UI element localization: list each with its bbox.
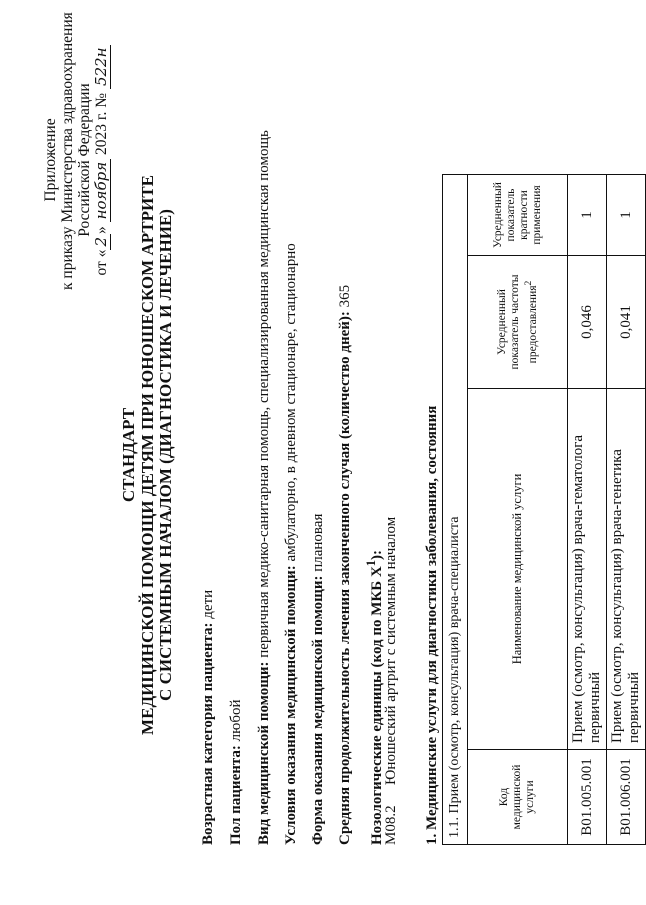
table-header-row [468,175,568,845]
age-value: дети [200,589,216,623]
icd-name: Юношеский артрит с системным началом [383,516,399,785]
nosology-label: Нозологические единицы (код по МКБ X [369,566,385,845]
care-conditions [283,243,300,845]
header-code: Код медицинской услуги [468,750,568,845]
table-row [607,175,646,845]
age-category [200,590,217,845]
frequency-footnote: 2 [522,280,534,286]
treatment-duration [337,285,354,845]
row-name: Прием (осмотр, консультация) врача-гематолога первичный [568,389,607,750]
header-frequency: Усредненный показатель частоты предоставления$^2$ [468,256,568,389]
type-value: первичная медико-санитарная помощь, специализированная медицинская помощь [256,130,272,662]
title-line-3: С СИСТЕМНЫМ НАЧАЛОМ (ДИАГНОСТИКА И ЛЕЧЕНИЕ) [156,209,175,701]
date-day: 2 [93,234,111,250]
conditions-label: Условия оказания медицинской помощи: [283,565,299,845]
row-name: Прием (осмотр, консультация) врача-генетика первичный [607,389,646,750]
sex-label: Пол пациента: [228,745,244,845]
date-month: ноября [93,159,111,223]
form-label: Форма оказания медицинской помощи: [310,575,326,845]
document-title [120,155,176,755]
sex-value: любой [228,699,244,746]
row-code: B01.005.001 [568,750,607,845]
appendix-title: Приложение [42,118,59,202]
nosology-entry [383,517,400,845]
date-year: 2023 г. № [93,92,110,155]
appendix-date-line [93,30,111,290]
services-table [442,174,646,845]
type-label: Вид медицинской помощи: [256,661,272,845]
table-subheading: 1.1. Прием (осмотр, консультация) врача-специалиста [443,175,468,845]
order-number: 522н [93,45,111,90]
appendix-block [42,12,111,290]
table-subheading-row [443,175,468,845]
nosology-tail: ): [369,549,385,560]
icd-code: M08.2 [383,805,399,845]
row-multiplicity: 1 [568,175,607,256]
date-mid: » [93,226,110,234]
appendix-ministry: Российской Федерации [76,83,93,237]
duration-value: 365 [337,284,353,312]
care-form [310,514,327,845]
duration-label: Средняя продолжительность лечения законченного случая (количество дней): [337,311,353,845]
title-line-2: МЕДИЦИНСКОЙ ПОМОЩИ ДЕТЯМ ПРИ ЮНОШЕСКОМ АРТРИТЕ [137,175,157,735]
date-prefix: от « [93,249,110,276]
section-heading: 1. Медицинские услуги для диагностики заболевания, состояния [424,405,440,845]
row-frequency: 0,046 [568,256,607,389]
header-multiplicity: Усредненный показатель кратности применения [468,175,568,256]
care-type [256,130,273,845]
row-multiplicity: 1 [607,175,646,256]
table-row [568,175,607,845]
row-frequency: 0,041 [607,256,646,389]
header-name: Наименование медицинской услуги [468,389,568,750]
row-code: B01.006.001 [607,750,646,845]
appendix-order-ref: к приказу Министерства здравоохранения [59,12,76,290]
patient-sex [228,699,245,845]
age-label: Возрастная категория пациента: [200,622,216,845]
nosology-footnote: 1 [364,559,378,567]
conditions-value: амбулаторно, в дневном стационаре, стационарно [283,243,299,566]
title-line-1: СТАНДАРТ [119,407,138,503]
form-value: плановая [310,513,326,576]
